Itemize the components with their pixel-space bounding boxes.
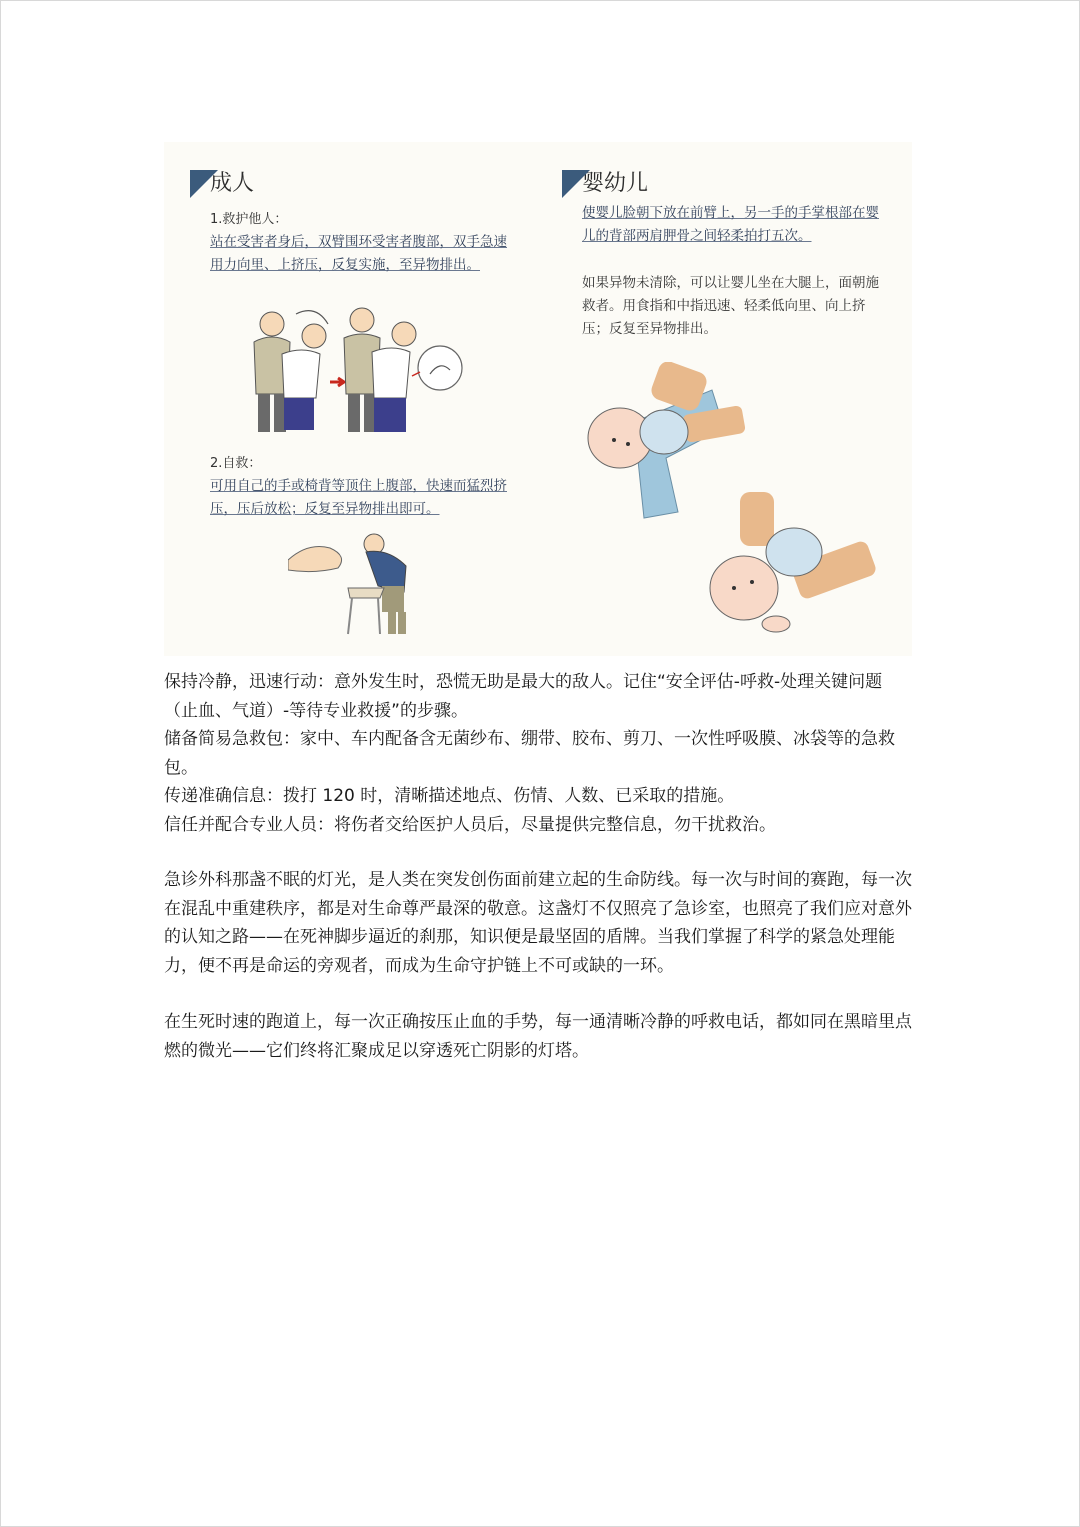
red-arrow-icon [330, 378, 344, 386]
infant-column [562, 170, 892, 341]
adult-step2-label: 2.自救： [210, 456, 262, 471]
hand-closeup [288, 547, 342, 572]
infant-chest-thrust-illustration [704, 492, 884, 642]
tip-item: 保持冷静，迅速行动：意外发生时，恐慌无助是最大的敌人。记住“安全评估-呼救-处理关键问题（止血、气道）-等待专业救援”的步骤。 [164, 672, 883, 721]
self-rescue-illustration [288, 522, 428, 642]
paragraph-2-text: 在生死时速的跑道上，每一次正确按压止血的手势，每一通清晰冷静的呼救电话，都如同在黑暗里点燃的微光——它们终将汇聚成足以穿透死亡阴影的灯塔。 [164, 1012, 912, 1061]
curved-arrow [296, 311, 328, 324]
adult-step1-label: 1.救护他人： [210, 212, 288, 227]
adult-step2 [190, 452, 520, 521]
corner-marker [562, 170, 590, 198]
corner-marker [190, 170, 218, 198]
adult-step1-text: 站在受害者身后，双臂围环受害者腹部，双手急速用力向里、上挤压，反复实施，至异物排出。 [210, 234, 507, 273]
rescuer-fingers [740, 492, 774, 546]
paragraph-1 [164, 866, 916, 980]
paragraph-1-text: 急诊外科那盏不眠的灯光，是人类在突发创伤面前建立起的生命防线。每一次与时间的赛跑，每一次在混乱中重建秩序，都是对生命尊严最深的敬意。这盏灯不仅照亮了急诊室，也照亮了我们应对意外的认知之路——在死神脚步逼近的刹那，知识便是最坚固的盾牌。当我们掌握了科学的紧急处理能力，便不再是命运的旁观者，而成为生命守护链上不可或缺的一环。 [164, 870, 912, 976]
infant-head [710, 556, 778, 620]
person-shirt [366, 551, 406, 592]
infant-step2-text: 如果异物未清除，可以让婴儿坐在大腿上，面朝施救者。用食指和中指迅速、轻柔低向里、向上挤压；反复至异物排出。 [582, 275, 879, 337]
heimlich-illustration [244, 302, 466, 440]
adult-step2-text: 可用自己的手或椅背等顶住上腹部，快速而猛烈挤压，压后放松；反复至异物排出即可。 [210, 478, 507, 517]
adult-column [190, 170, 520, 277]
victim-figure-1 [282, 324, 326, 430]
infant-step1-text: 使婴儿脸朝下放在前臂上，另一手的手掌根部在婴儿的背部两肩胛骨之间轻柔拍打五次。 [582, 205, 879, 244]
tip-item: 储备简易急救包：家中、车内配备含无菌纱布、绷带、胶布、剪刀、一次性呼吸膜、冰袋等的急救包。 [164, 729, 895, 778]
paragraph-2 [164, 1008, 916, 1065]
tips-list [164, 668, 916, 839]
adult-title: 成人 [210, 171, 255, 196]
infant-title: 婴幼儿 [582, 171, 649, 196]
detail-circle [418, 346, 462, 390]
infant-torso [766, 528, 822, 576]
choking-first-aid-infographic [164, 142, 912, 656]
tip-item: 信任并配合专业人员：将伤者交给医护人员后，尽量提供完整信息，勿干扰救治。 [164, 814, 776, 835]
chair-seat [348, 588, 384, 598]
infant-body [640, 410, 688, 454]
tip-item: 传递准确信息：拨打 120 时，清晰描述地点、伤情、人数、已采取的措施。 [164, 786, 735, 806]
